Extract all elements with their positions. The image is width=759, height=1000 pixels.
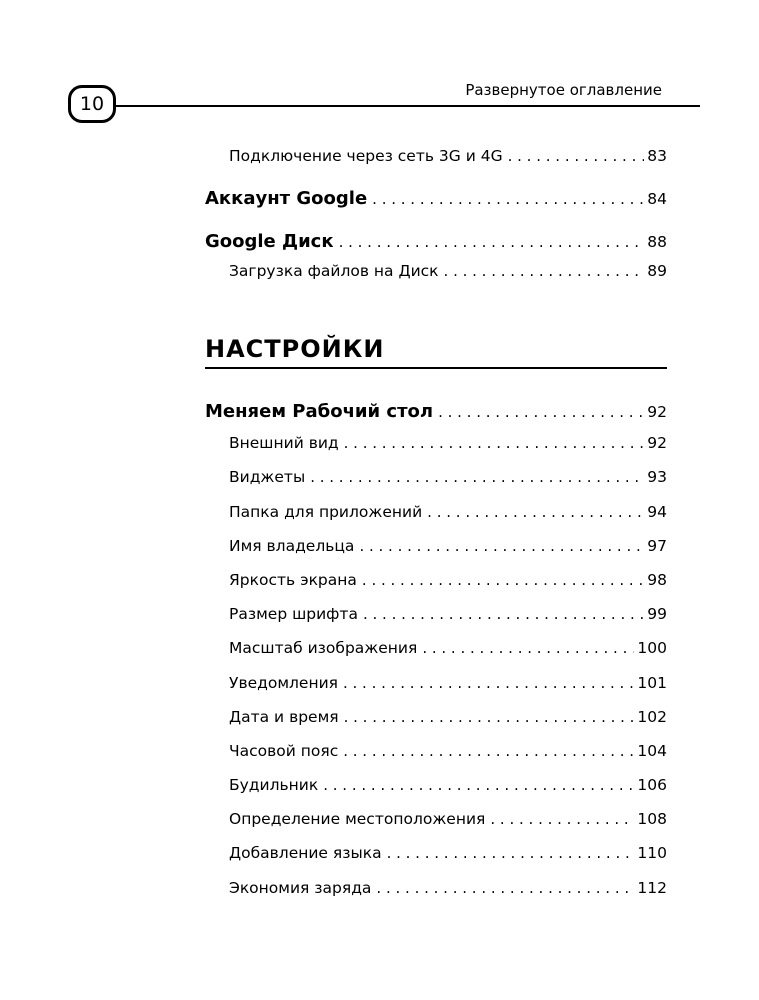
toc-entry-title: Определение местоположения (229, 810, 486, 828)
toc-entry (0, 605, 667, 623)
dot-leader (444, 262, 645, 280)
toc-entry (0, 708, 667, 726)
toc-entry (0, 537, 667, 555)
toc-entry-title: Масштаб изображения (229, 639, 418, 657)
dot-leader (363, 605, 644, 623)
toc-entry (0, 776, 667, 794)
dot-leader (359, 537, 644, 555)
dot-leader (427, 503, 644, 521)
dot-leader (344, 708, 635, 726)
toc-entry-title: Добавление языка (229, 844, 382, 862)
dot-leader (422, 639, 634, 657)
toc-entry-title: Имя владельца (229, 537, 355, 555)
toc-entry-title: Внешний вид (229, 434, 339, 452)
toc-entry-title: Экономия заряда (229, 879, 372, 897)
toc-entry-title: Папка для приложений (229, 503, 423, 521)
toc-entry-title: Дата и время (229, 708, 339, 726)
toc-entry-page: 102 (637, 708, 667, 726)
dot-leader (387, 844, 635, 862)
toc-entry (0, 810, 667, 828)
dot-leader (343, 674, 634, 692)
toc-entry (0, 468, 667, 486)
section-divider (205, 367, 667, 369)
dot-leader (362, 571, 644, 589)
toc-entry-title: Виджеты (229, 468, 306, 486)
dot-leader (343, 742, 634, 760)
toc-entry (0, 188, 667, 209)
toc-entry (0, 844, 667, 862)
dot-leader (310, 468, 644, 486)
toc-entry-page: 100 (637, 639, 667, 657)
toc-entry-page: 97 (647, 537, 667, 555)
toc-entry-title: Часовой пояс (229, 742, 339, 760)
toc-entry-page: 108 (637, 810, 667, 828)
toc-entry-title: Google Диск (205, 231, 334, 252)
toc-entry (0, 639, 667, 657)
toc-entry-page: 93 (647, 468, 667, 486)
toc-entry (0, 231, 667, 252)
toc-entry-page: 92 (647, 403, 667, 421)
toc-entry-title: Подключение через сеть 3G и 4G (229, 147, 503, 165)
toc-entry-page: 92 (647, 434, 667, 452)
toc-entry-page: 112 (637, 879, 667, 897)
toc-entry (0, 674, 667, 692)
toc-entry (0, 503, 667, 521)
toc-entry-page: 99 (647, 605, 667, 623)
dot-leader (339, 233, 645, 251)
toc-entry-title: Загрузка файлов на Диск (229, 262, 439, 280)
dot-leader (376, 879, 634, 897)
toc-entry-page: 84 (647, 190, 667, 208)
toc-entry (0, 434, 667, 452)
running-title: Развернутое оглавление (465, 81, 662, 99)
dot-leader (323, 776, 634, 794)
dot-leader (438, 403, 644, 421)
toc-entry (0, 262, 667, 280)
toc-entry (0, 879, 667, 897)
toc-entry (0, 401, 667, 422)
section-heading: НАСТРОЙКИ (205, 335, 385, 363)
toc-entry (0, 571, 667, 589)
header-divider (116, 105, 700, 107)
toc-entry-title: Будильник (229, 776, 319, 794)
toc-entry-page: 101 (637, 674, 667, 692)
toc-entry (0, 147, 667, 165)
dot-leader (344, 434, 645, 452)
toc-entry-page: 94 (647, 503, 667, 521)
toc-entry-page: 88 (647, 233, 667, 251)
toc-entry-page: 104 (637, 742, 667, 760)
toc-entry-title: Размер шрифта (229, 605, 358, 623)
toc-entry-title: Яркость экрана (229, 571, 357, 589)
toc-entry-page: 106 (637, 776, 667, 794)
toc-entry-title: Аккаунт Google (205, 188, 368, 209)
toc-entry-title: Меняем Рабочий стол (205, 401, 434, 422)
toc-entry-page: 83 (647, 147, 667, 165)
toc-entry-page: 89 (647, 262, 667, 280)
dot-leader (372, 190, 644, 208)
page-number: 10 (68, 85, 116, 123)
dot-leader (508, 147, 645, 165)
toc-entry-page: 110 (637, 844, 667, 862)
toc-entry (0, 742, 667, 760)
dot-leader (490, 810, 634, 828)
toc-entry-page: 98 (647, 571, 667, 589)
toc-entry-title: Уведомления (229, 674, 338, 692)
